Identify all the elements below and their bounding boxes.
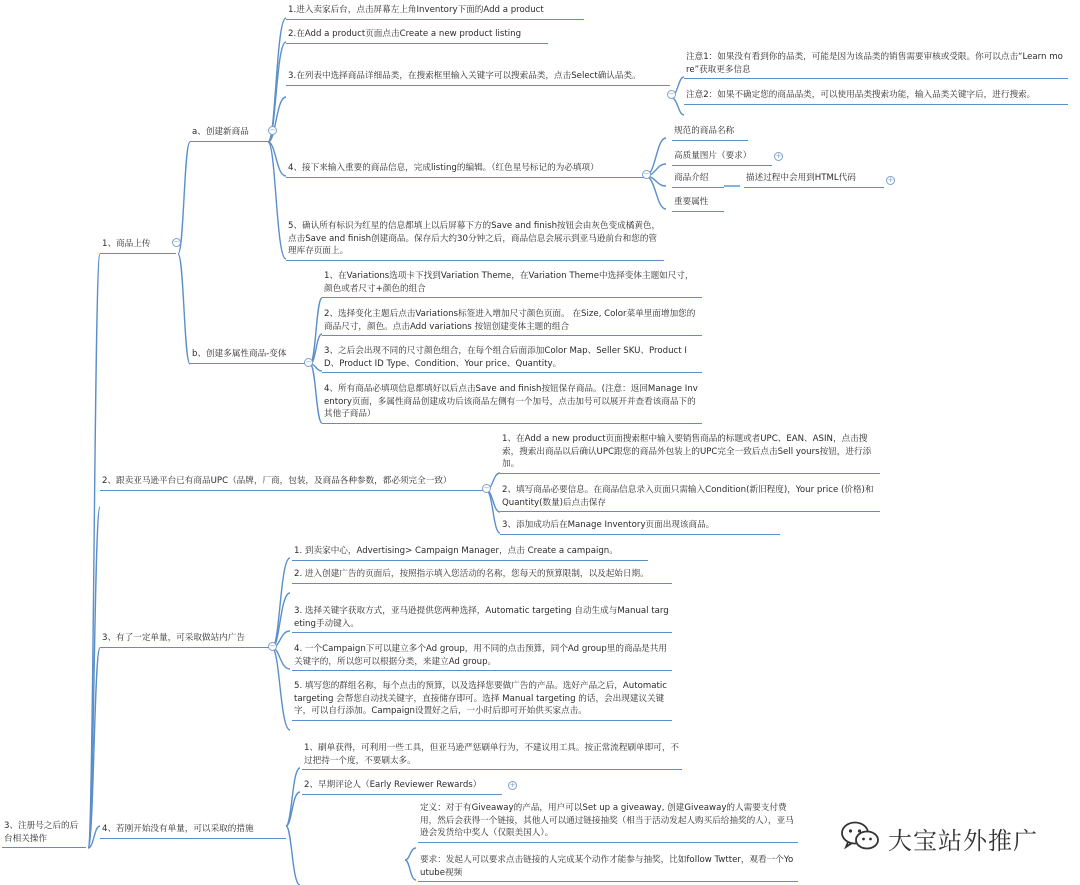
ads-step-4[interactable]: 4. 一个Campaign下可以建立多个Ad group，用不同的点击预算，同个Ad group里的商品是共用关键字的，所以您可以根据分类，来建立Ad group。 [292,643,672,671]
collapse-icon[interactable]: − [643,170,650,178]
variation-step-2[interactable]: 2、选择变化主题后点击Variations标签进入增加尺寸颜色页面。 在Size, Color菜单里面增加您的商品尺寸，颜色。点击Add variations 按钮创建变体主题的组合 [322,308,702,336]
follow-step-2[interactable]: 2、填写商品必要信息。在商品信息录入页面只需输入Condition(新旧程度)，Your price (价格)和Quantity(数量)后点击保存 [500,484,880,512]
watermark-text: 大宝站外推广 [888,826,1038,855]
step-save-finish[interactable]: 5、确认所有标识为红星的信息都填上以后屏幕下方的Save and finish按钮会由灰色变成橘黄色，点击Save and finish创建商品。保存后大约30分钟之后，商品信息会展示到亚马逊前台和您的管理库存页面上。 [286,220,664,261]
expand-icon[interactable]: + [509,781,516,789]
group-create-new-product[interactable]: a、创建新商品 [190,126,268,142]
group-create-variation[interactable]: b、创建多属性商品-变体 [190,348,310,364]
giveaway-definition[interactable]: 定义：对于有Giveaway的产品，用户可以Set up a giveaway, 创建Giveaway的人需要支付费用，然后会获得一个链接，其他人可以通过链接抽奖（相当于活动发起人购买后给抽奖的人），亚马逊会发货给中奖人（仅限美国人）。 [418,802,798,843]
collapse-icon[interactable]: − [483,484,490,492]
orders-step-1[interactable]: 1、刷单获得，可利用一些工具，但亚马逊严惩刷单行为，不建议用工具。按正常流程刷单即可，不过把持一个度，不要刷太多。 [302,742,682,770]
ads-step-5[interactable]: 5. 填写您的群组名称，每个点击的预算，以及选择您要做广告的产品。选好产品之后，Automatic targeting 会帮您自动找关键字，直接储存即可。选择 Manual targeting 的话，会出现建议关键字，可以自行添加。Campaign设置好之后，一小时后即可开始供买家点击。 [292,680,672,721]
collapse-icon[interactable]: − [269,642,276,650]
branch-product-upload[interactable]: 1、商品上传 [100,238,176,254]
wechat-icon [840,820,880,856]
branch-no-orders[interactable]: 4、若刚开始没有单量，可以采取的措施 [100,823,286,839]
variation-step-1[interactable]: 1、在Variations选项卡下找到Variation Theme，在Variation Theme中选择变体主题如尺寸，颜色或者尺寸+颜色的组合 [322,270,702,298]
follow-step-3[interactable]: 3、添加成功后在Manage Inventory页面出现该商品。 [500,519,780,535]
collapse-icon[interactable]: − [305,358,312,366]
item-product-images[interactable]: 高质量图片（要求） [672,150,772,166]
ads-step-3[interactable]: 3. 选择关键字获取方式，亚马逊提供您两种选择，Automatic targeting 自动生成与Manual targeting手动键入。 [292,605,672,633]
step-create-listing[interactable]: 2.在Add a product页面点击Create a new product listing [286,28,548,44]
expand-icon[interactable]: + [775,152,782,160]
root-node[interactable]: 3、注册号之后的后台相关操作 [2,820,86,848]
note-category-search[interactable]: 注意2：如果不确定您的商品品类，可以使用品类搜索功能，输入品类关键字后，进行搜索。 [684,89,1068,105]
variation-step-4[interactable]: 4、所有商品必填项信息都填好以后点击Save and finish按钮保存商品。(注意：返回Manage Inventory页面，多属性商品创建成功后该商品左侧有一个加号，点击加号可以展开并查看该商品下的其他子商品） [322,383,702,424]
step-enter-info[interactable]: 4、接下来输入重要的商品信息，完成listing的编辑。（红色星号标记的为必填项） [286,162,644,178]
item-product-title[interactable]: 规范的商品名称 [672,125,748,141]
step-add-product[interactable]: 1.进入卖家后台，点击屏幕左上角Inventory下面的Add a product [286,4,584,20]
sub-html-code[interactable]: 描述过程中会用到HTML代码 [744,172,884,188]
giveaway-requirement[interactable]: 要求：发起人可以要求点击链接的人完成某个动作才能参与抽奖，比如follow Twtter，观看一个Youtube视频 [418,854,798,882]
collapse-icon[interactable]: − [173,238,180,246]
ads-step-1[interactable]: 1. 到卖家中心，Advertising> Campaign Manager，点击 Create a campaign。 [292,545,648,561]
expand-icon[interactable]: + [887,176,894,184]
item-product-description[interactable]: 商品介绍 [672,172,724,188]
collapse-icon[interactable]: − [269,126,276,134]
variation-step-3[interactable]: 3、之后会出现不同的尺寸颜色组合，在每个组合后面添加Color Map、Seller SKU、Product ID、Product ID Type、Condition、Your price、Quantity。 [322,345,702,373]
branch-follow-sell[interactable]: 2、跟卖亚马逊平台已有商品UPC（品牌，厂商，包装，及商品各种参数，都必须完全一致） [100,475,484,491]
note-category-restricted[interactable]: 注意1：如果没有看到你的品类，可能是因为该品类的销售需要审核或受限。你可以点击“Learn more”获取更多信息 [684,51,1068,79]
branch-ads[interactable]: 3、有了一定单量，可采取做站内广告 [100,632,272,648]
step-select-category[interactable]: 3.在列表中选择商品详细品类，在搜索框里输入关键字可以搜索品类，点击Select确认品类。 [286,70,670,86]
orders-step-2[interactable]: 2、早期评论人（Early Reviewer Rewards） [302,779,502,795]
follow-step-1[interactable]: 1、在Add a new product页面搜索框中输入要销售商品的标题或者UPC、EAN、ASIN，点击搜索，搜索出商品以后确认UPC跟您的商品外包装上的UPC完全一致后点击Sell yours按钮，进行添加。 [500,433,880,474]
collapse-icon[interactable]: − [668,90,675,98]
watermark [840,820,1038,856]
ads-step-2[interactable]: 2. 进入创建广告的页面后，按照指示填入您活动的名称，您每天的预算限制，以及起始日期。 [292,568,672,584]
item-key-attributes[interactable]: 重要属性 [672,196,724,212]
